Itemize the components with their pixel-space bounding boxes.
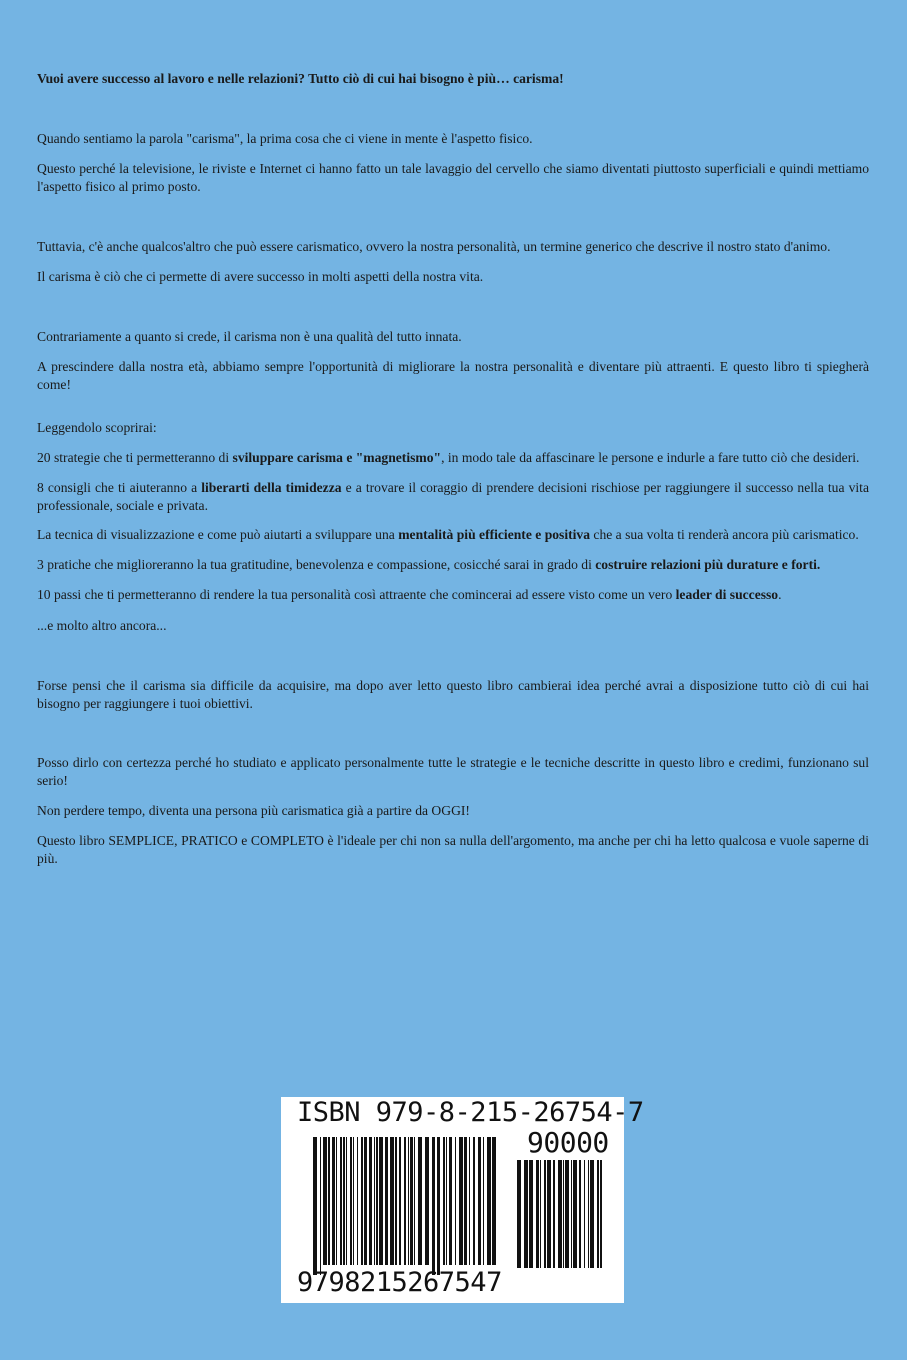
barcode-bar [597, 1160, 599, 1268]
list-item: 20 strategie che ti permetteranno di sviluppare carisma e "magnetismo", in modo tale da affascinare le persone e indurle a fare tutto ciò che desideri. [37, 450, 860, 465]
paragraph-12: Questo libro SEMPLICE, PRATICO e COMPLETO è l'ideale per chi non sa nulla dell'argomento, ma anche per chi ha letto qualcosa e vuole saperne di più. [37, 833, 869, 866]
barcode-bar [376, 1137, 378, 1265]
isbn-barcode [281, 1097, 644, 1303]
barcode-bar [313, 1137, 317, 1275]
paragraph-10: Posso dirlo con certezza perché ho studiato e applicato personalmente tutte le strategie e le tecniche descritte in questo libro e credimi, funzionano sul serio! [37, 755, 869, 788]
barcode-bar [478, 1137, 481, 1265]
barcode-bar [350, 1137, 352, 1265]
barcode-bar [536, 1160, 539, 1268]
barcode-bar [414, 1137, 415, 1265]
barcode-bar [590, 1160, 594, 1268]
barcode-bar [524, 1160, 528, 1268]
barcode-bar [487, 1137, 491, 1265]
paragraph-7: Leggendolo scoprirai: [37, 420, 157, 435]
barcode-bar [469, 1137, 470, 1265]
barcode-bar [369, 1137, 372, 1265]
paragraph-1: Quando sentiamo la parola "carisma", la prima cosa che ci viene in mente è l'aspetto fisico. [37, 131, 533, 146]
paragraph-8: ...e molto altro ancora... [37, 618, 167, 633]
barcode-bar [446, 1137, 447, 1265]
barcode-bar [385, 1137, 388, 1265]
barcode-bar [558, 1160, 562, 1268]
barcode-bar [418, 1137, 422, 1265]
list-item: 3 pratiche che miglioreranno la tua gratitudine, benevolenza e compassione, cosicché sarai in grado di costruire relazioni più durature e forti. [37, 557, 821, 572]
barcode-bar [374, 1137, 375, 1265]
barcode-bar [529, 1160, 533, 1268]
barcode-bar [464, 1137, 467, 1265]
barcode-bar [332, 1137, 335, 1265]
list-item: 10 passi che ti permetteranno di rendere la tua personalità così attraente che comincerai ad essere visto come un vero leader di successo. [37, 587, 782, 602]
barcode-bar [547, 1160, 551, 1268]
barcode-bar [584, 1160, 585, 1268]
paragraph-2: Questo perché la televisione, le riviste e Internet ci hanno fatto un tale lavaggio del cervello che siamo diventati piuttosto superficiali e quindi mettiamo l'aspetto fisico al primo posto. [37, 161, 869, 194]
barcode-bar [443, 1137, 445, 1265]
barcode-bar [459, 1137, 463, 1265]
barcode-bar [379, 1137, 383, 1265]
barcode-bar [437, 1137, 440, 1275]
barcode-bar [573, 1160, 577, 1268]
barcode-bar [540, 1160, 541, 1268]
barcode-bar [343, 1137, 345, 1265]
barcode-bar [410, 1137, 413, 1265]
barcode-bar [340, 1137, 342, 1265]
barcode-bar [323, 1137, 327, 1265]
barcode-bar [473, 1137, 475, 1265]
barcode-bar [353, 1137, 354, 1265]
intro-heading: Vuoi avere successo al lavoro e nelle relazioni? Tutto ciò di cui hai bisogno è più… carisma! [37, 71, 564, 86]
barcode-bar [399, 1137, 401, 1265]
barcode-bar [390, 1137, 394, 1265]
barcode-bar [588, 1160, 589, 1268]
paragraph-5: Contrariamente a quanto si crede, il carisma non è una qualità del tutto innata. [37, 329, 462, 344]
paragraph-11: Non perdere tempo, diventa una persona più carismatica già a partire da OGGI! [37, 803, 470, 818]
barcode-bar [571, 1160, 572, 1268]
paragraph-4: Il carisma è ciò che ci permette di avere successo in molti aspetti della nostra vita. [37, 269, 484, 284]
price-code: 90000 [527, 1126, 609, 1159]
barcode-bar [432, 1137, 435, 1275]
barcode-bar [364, 1137, 367, 1265]
barcode-bar [579, 1160, 581, 1268]
paragraph-3: Tuttavia, c'è anche qualcos'altro che può essere carismatico, ovvero la nostra personalità, un termine generico che descrive il nostro stato d'animo. [37, 239, 831, 254]
barcode-bar [565, 1160, 569, 1268]
barcode-bar [395, 1137, 397, 1265]
barcode-bar [346, 1137, 347, 1265]
barcode-bar [328, 1137, 330, 1265]
barcode-bar [455, 1137, 456, 1265]
barcode-bar [483, 1137, 484, 1265]
barcode-bar [404, 1137, 406, 1265]
paragraph-6: A prescindere dalla nostra età, abbiamo sempre l'opportunità di migliorare la nostra personalità e diventare più attraenti. E questo libro ti spiegherà come! [37, 359, 869, 392]
barcode-bar [553, 1160, 555, 1268]
barcode-digits: 9798215267547 [297, 1267, 502, 1298]
barcode-bar [492, 1137, 496, 1265]
isbn-label: ISBN 979-8-215-26754-7 [297, 1097, 644, 1128]
barcode-bar [320, 1137, 321, 1275]
barcode-bar [336, 1137, 337, 1265]
barcode-bar [544, 1160, 546, 1268]
list-item: 8 consigli che ti aiuteranno a liberarti della timidezza e a trovare il coraggio di prendere decisioni rischiose per raggiungere il successo nella tua vita professionale, sociale e privata. [37, 480, 869, 513]
list-item: La tecnica di visualizzazione e come può aiutarti a sviluppare una mentalità più efficiente e positiva che a sua volta ti renderà ancora più carismatico. [37, 527, 859, 542]
barcode-bar [357, 1137, 358, 1265]
barcode-bar [563, 1160, 564, 1268]
barcode-bar [425, 1137, 429, 1265]
barcode-bar [600, 1160, 602, 1268]
barcode-bar [361, 1137, 363, 1265]
barcode-bar [449, 1137, 452, 1265]
barcode-bar [517, 1160, 521, 1268]
barcode-bar [408, 1137, 409, 1265]
paragraph-9: Forse pensi che il carisma sia difficile da acquisire, ma dopo aver letto questo libro cambierai idea perché avrai a disposizione tutto ciò di cui hai bisogno per raggiungere i tuoi obiettivi. [37, 678, 869, 711]
